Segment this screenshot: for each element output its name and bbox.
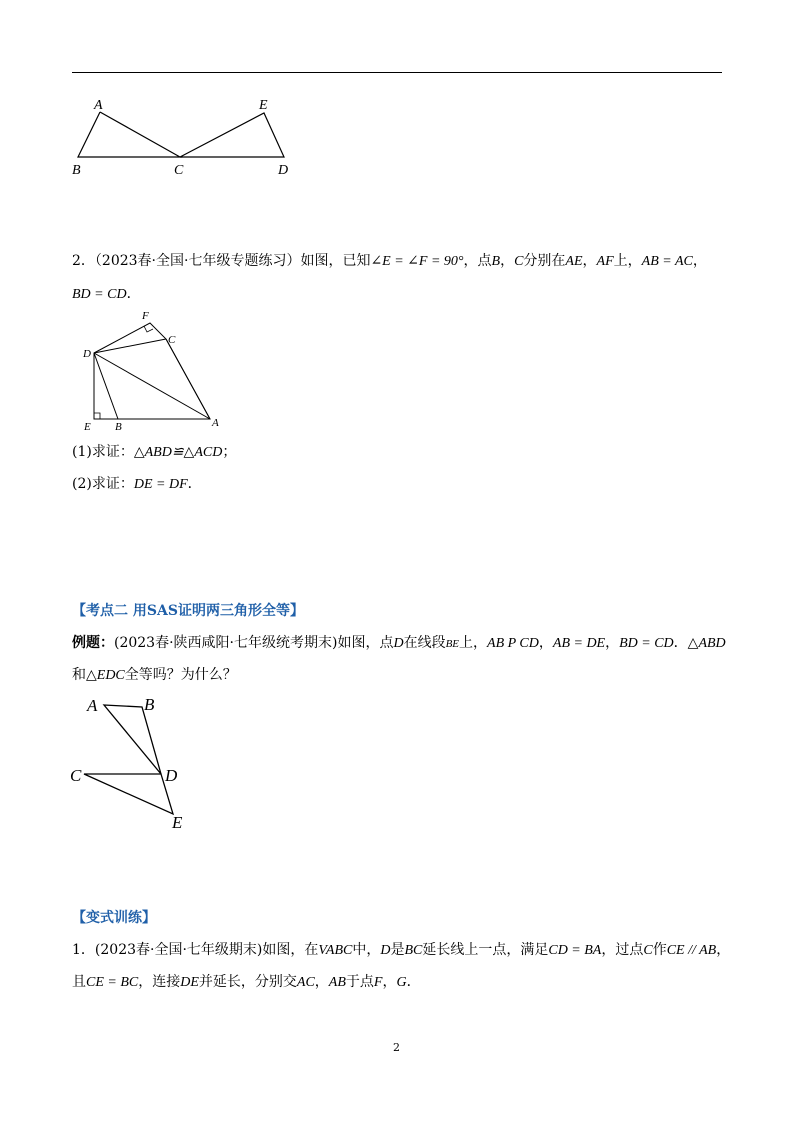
fig3-triangle-cde (84, 774, 173, 814)
figure-3 (66, 690, 196, 835)
question-2-line-1: 2．（2023春·全国·七年级专题练习）如图，已知∠E = ∠F = 90°，点B，C分别在AE，AF上，AB = AC， (72, 253, 707, 269)
fig2-segment-da (94, 353, 210, 419)
example-line-1: 例题：(2023春·陕西咸阳·七年级统考期末)如图，点D在线段BE上，AB P CD，AB = DE，BD = CD．△ABD (72, 635, 726, 651)
fig1-label-e: E (259, 98, 268, 113)
fig2-segment-db (94, 353, 118, 419)
fig1-label-d: D (278, 163, 289, 178)
fig2-label-a: A (212, 417, 219, 429)
variant-1-line-1: 1．(2023春·全国·七年级期末)如图，在VABC中，D是BC延长线上一点，满足CD = BA，过点C作CE // AB， (72, 942, 731, 958)
fig1-label-c: C (174, 163, 184, 178)
page-number: 2 (393, 1041, 400, 1054)
fig2-label-f: F (142, 310, 149, 322)
figure-1 (60, 92, 320, 182)
fig3-label-a: A (87, 696, 98, 715)
fig1-label-a: A (94, 98, 103, 113)
fig2-label-c: C (168, 334, 176, 346)
fig2-label-d: D (83, 348, 91, 360)
fig2-segment-dc (94, 339, 166, 353)
variant-1-line-2: 且CE = BC，连接DE并延长，分别交AC，AB于点F，G． (72, 974, 421, 990)
fig3-label-d: D (165, 766, 178, 785)
fig2-label-b: B (115, 421, 122, 433)
figure-2 (78, 308, 228, 438)
example-line-2: 和△EDC全等吗？为什么？ (72, 667, 237, 683)
section-2-heading: 【考点二 用SAS证明两三角形全等】 (72, 603, 304, 619)
question-2-line-2: BD = CD． (72, 286, 141, 302)
fig3-triangle-abd (104, 705, 161, 774)
question-2-part-1: (1)求证：△ABD≌△ACD； (72, 444, 237, 460)
fig2-outline (94, 323, 210, 419)
header-rule (72, 72, 722, 73)
fig3-label-c: C (70, 766, 82, 785)
section-3-heading: 【变式训练】 (72, 910, 156, 926)
fig3-label-b: B (144, 695, 155, 714)
question-2-part-2: (2)求证：DE = DF． (72, 476, 202, 492)
fig2-right-angle-e (94, 413, 100, 419)
fig1-triangle-abc (78, 112, 180, 157)
fig2-right-angle-f (144, 326, 153, 332)
fig1-label-b: B (72, 163, 81, 178)
fig3-label-e: E (172, 813, 183, 832)
fig1-triangle-cde (180, 113, 284, 157)
fig2-label-e: E (84, 421, 91, 433)
